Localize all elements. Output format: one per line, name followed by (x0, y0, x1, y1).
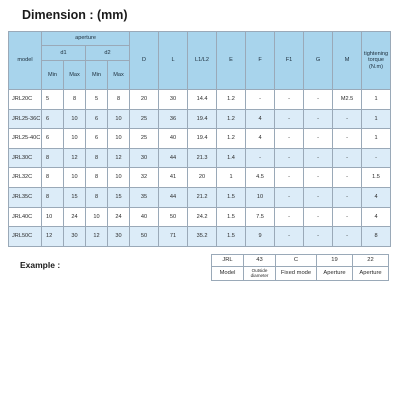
cell-d2-max: 15 (108, 187, 130, 207)
cell-G: - (304, 109, 333, 129)
cell-F: - (246, 90, 275, 110)
cell-F1: - (275, 129, 304, 149)
example-values-row (212, 255, 389, 267)
cell-M: - (333, 227, 362, 247)
cell-M: - (333, 207, 362, 227)
cell-L1: 14.4 (188, 90, 217, 110)
header-L: L (159, 32, 188, 90)
cell-d1-min: 12 (42, 227, 64, 247)
cell-d2-min: 8 (86, 187, 108, 207)
example-label-aperture-2: Aperture (353, 267, 389, 281)
cell-d2-min: 10 (86, 207, 108, 227)
cell-D: 50 (130, 227, 159, 247)
example-value-outside-diameter: 43 (244, 255, 276, 267)
header-d1: d1 (42, 46, 86, 61)
cell-G: - (304, 207, 333, 227)
cell-torque: - (362, 148, 391, 168)
cell-F: 4.5 (246, 168, 275, 188)
cell-L1: 19.4 (188, 129, 217, 149)
cell-d1-min: 10 (42, 207, 64, 227)
cell-F1: - (275, 109, 304, 129)
example-value-aperture-2: 22 (353, 255, 389, 267)
cell-d1-min: 6 (42, 109, 64, 129)
example-value-model: JRL (212, 255, 244, 267)
cell-model: JRL30C (9, 148, 42, 168)
cell-M: - (333, 148, 362, 168)
cell-E: 1.5 (217, 187, 246, 207)
table-row (9, 90, 391, 110)
cell-d2-min: 12 (86, 227, 108, 247)
cell-d1-min: 5 (42, 90, 64, 110)
header-torque: tightening torque (N.m) (362, 32, 391, 90)
cell-model: JRL25-40C (9, 129, 42, 149)
cell-model: JRL35C (9, 187, 42, 207)
cell-F1: - (275, 168, 304, 188)
example-label-model: Model (212, 267, 244, 281)
cell-L: 36 (159, 109, 188, 129)
cell-d2-min: 8 (86, 148, 108, 168)
cell-model: JRL25-36C (9, 109, 42, 129)
example-value-aperture-1: 19 (317, 255, 353, 267)
cell-E: 1.2 (217, 129, 246, 149)
cell-D: 35 (130, 187, 159, 207)
cell-d2-max: 10 (108, 129, 130, 149)
cell-F: - (246, 148, 275, 168)
cell-d1-max: 30 (64, 227, 86, 247)
example-label-aperture-1: Aperture (317, 267, 353, 281)
cell-d1-max: 24 (64, 207, 86, 227)
example-labels-row (212, 267, 389, 281)
cell-L: 44 (159, 148, 188, 168)
cell-F1: - (275, 227, 304, 247)
page-title: Dimension : (mm) (22, 8, 128, 22)
cell-model: JRL40C (9, 207, 42, 227)
header-model: model (9, 32, 42, 90)
cell-d1-max: 10 (64, 109, 86, 129)
cell-d1-max: 12 (64, 148, 86, 168)
header-D: D (130, 32, 159, 90)
example-table (211, 254, 389, 281)
table-row (9, 187, 391, 207)
table-body (9, 90, 391, 247)
header-d1-min: Min (42, 61, 64, 90)
cell-torque: 1 (362, 129, 391, 149)
cell-torque: 1.5 (362, 168, 391, 188)
header-E: E (217, 32, 246, 90)
cell-M: - (333, 109, 362, 129)
cell-M: - (333, 187, 362, 207)
example-label: Example : (20, 260, 61, 270)
example-value-fixed-mode: C (276, 255, 317, 267)
cell-E: 1 (217, 168, 246, 188)
cell-d1-max: 8 (64, 90, 86, 110)
cell-M: - (333, 129, 362, 149)
cell-d2-min: 6 (86, 109, 108, 129)
cell-d2-max: 10 (108, 109, 130, 129)
header-G: G (304, 32, 333, 90)
cell-G: - (304, 227, 333, 247)
table-row (9, 168, 391, 188)
cell-d1-min: 6 (42, 129, 64, 149)
cell-G: - (304, 168, 333, 188)
cell-L1: 20 (188, 168, 217, 188)
cell-d2-min: 6 (86, 129, 108, 149)
cell-torque: 1 (362, 109, 391, 129)
cell-L: 41 (159, 168, 188, 188)
table-row (9, 227, 391, 247)
header-d2-max: Max (108, 61, 130, 90)
header-d1-max: Max (64, 61, 86, 90)
cell-F1: - (275, 187, 304, 207)
cell-L: 40 (159, 129, 188, 149)
header-F1: F1 (275, 32, 304, 90)
cell-L: 50 (159, 207, 188, 227)
cell-F: 4 (246, 129, 275, 149)
cell-d2-max: 30 (108, 227, 130, 247)
cell-model: JRL32C (9, 168, 42, 188)
cell-F: 7.5 (246, 207, 275, 227)
cell-G: - (304, 148, 333, 168)
cell-E: 1.5 (217, 227, 246, 247)
cell-model: JRL50C (9, 227, 42, 247)
cell-G: - (304, 90, 333, 110)
header-d2-min: Min (86, 61, 108, 90)
table-row (9, 109, 391, 129)
cell-d2-min: 5 (86, 90, 108, 110)
cell-D: 25 (130, 129, 159, 149)
cell-torque: 1 (362, 90, 391, 110)
cell-G: - (304, 187, 333, 207)
cell-M: M2.5 (333, 90, 362, 110)
cell-F: 9 (246, 227, 275, 247)
cell-d2-max: 8 (108, 90, 130, 110)
cell-d1-max: 10 (64, 129, 86, 149)
cell-d1-max: 15 (64, 187, 86, 207)
table-row (9, 148, 391, 168)
cell-d1-min: 8 (42, 168, 64, 188)
cell-L: 44 (159, 187, 188, 207)
example-label-fixed-mode: Fixed mode (276, 267, 317, 281)
cell-M: - (333, 168, 362, 188)
cell-D: 20 (130, 90, 159, 110)
cell-F: 4 (246, 109, 275, 129)
cell-D: 30 (130, 148, 159, 168)
cell-D: 40 (130, 207, 159, 227)
cell-model: JRL20C (9, 90, 42, 110)
cell-torque: 4 (362, 207, 391, 227)
cell-E: 1.5 (217, 207, 246, 227)
cell-F1: - (275, 207, 304, 227)
cell-L: 71 (159, 227, 188, 247)
cell-d1-min: 8 (42, 148, 64, 168)
cell-F1: - (275, 90, 304, 110)
cell-L1: 21.2 (188, 187, 217, 207)
cell-E: 1.2 (217, 90, 246, 110)
cell-D: 25 (130, 109, 159, 129)
cell-L1: 24.2 (188, 207, 217, 227)
dimension-table (8, 31, 391, 247)
header-L1: L1/L2 (188, 32, 217, 90)
cell-E: 1.2 (217, 109, 246, 129)
header-d2: d2 (86, 46, 130, 61)
cell-L1: 35.2 (188, 227, 217, 247)
cell-L1: 19.4 (188, 109, 217, 129)
cell-torque: 4 (362, 187, 391, 207)
cell-d1-max: 10 (64, 168, 86, 188)
cell-L1: 21.3 (188, 148, 217, 168)
header-aperture: aperture (42, 32, 130, 46)
cell-F1: - (275, 148, 304, 168)
cell-L: 30 (159, 90, 188, 110)
header-M: M (333, 32, 362, 90)
header-F: F (246, 32, 275, 90)
cell-G: - (304, 129, 333, 149)
cell-d2-min: 8 (86, 168, 108, 188)
example-label-outside-diameter: Outside diameter (244, 267, 276, 281)
cell-torque: 8 (362, 227, 391, 247)
table-row (9, 129, 391, 149)
table-row (9, 207, 391, 227)
table-header (9, 32, 391, 90)
cell-d1-min: 8 (42, 187, 64, 207)
cell-E: 1.4 (217, 148, 246, 168)
cell-d2-max: 10 (108, 168, 130, 188)
cell-F: 10 (246, 187, 275, 207)
cell-D: 32 (130, 168, 159, 188)
cell-d2-max: 24 (108, 207, 130, 227)
cell-d2-max: 12 (108, 148, 130, 168)
